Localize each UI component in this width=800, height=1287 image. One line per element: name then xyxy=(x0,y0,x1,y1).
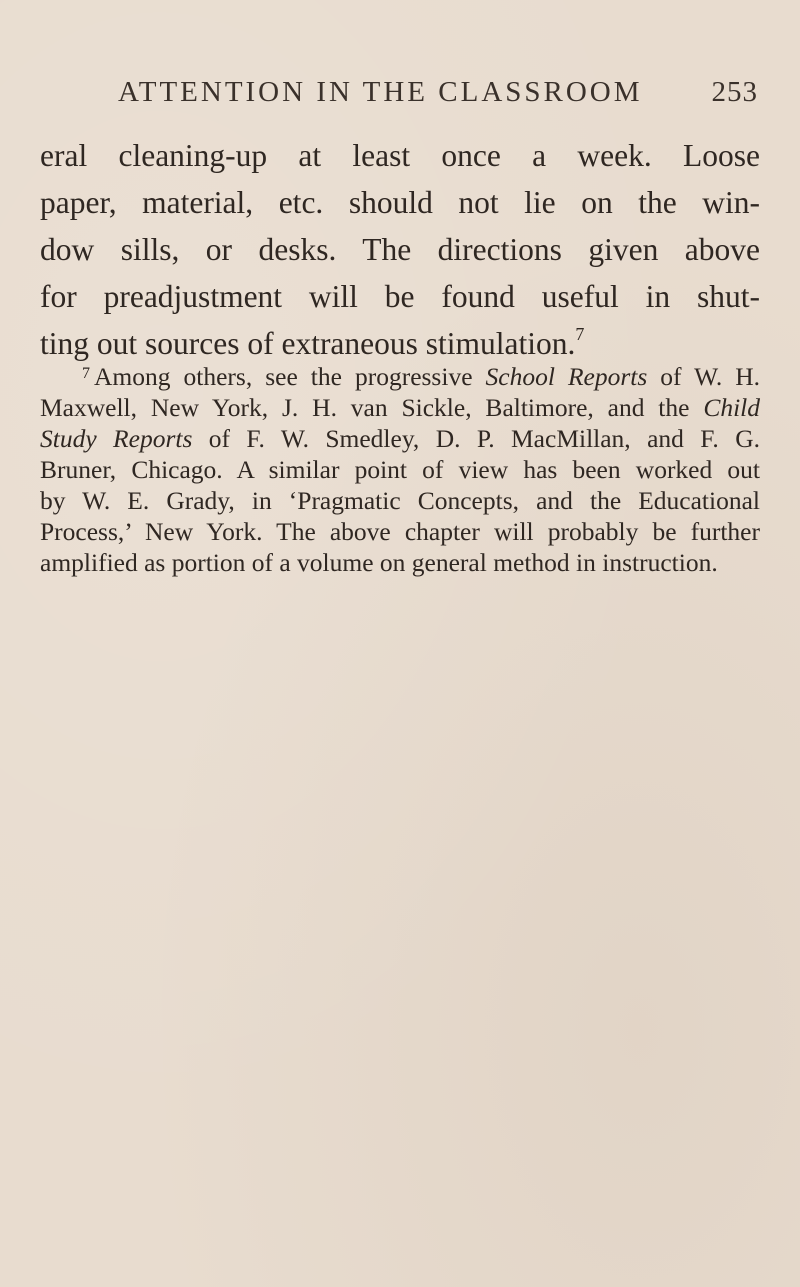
footnote-line xyxy=(40,361,760,392)
footnote-reference: 7 xyxy=(575,324,585,344)
footnote-line: amplified as portion of a volume on general method in instruction. xyxy=(40,548,718,577)
body-paragraph xyxy=(40,132,760,367)
footnote-text: Maxwell, New York, J. H. van Sickle, Baltimore, and the xyxy=(40,393,704,422)
body-line: eral cleaning-up at least once a week. Loose xyxy=(40,138,760,173)
footnote-line: by W. E. Grady, in ‘Pragmatic Concepts, and the Educational xyxy=(40,486,760,515)
page-number: 253 xyxy=(711,76,758,108)
body-line: dow sills, or desks. The directions given above xyxy=(40,232,760,267)
footnote-text: of W. H. xyxy=(647,362,760,391)
footnote xyxy=(40,361,760,578)
footnote-italic-title: School Reports xyxy=(485,362,648,391)
footnote-line: Process,’ New York. The above chapter will probably be further xyxy=(40,517,760,546)
body-line: for preadjustment will be found useful in shut- xyxy=(40,279,760,314)
footnote-italic-title: Child xyxy=(703,393,760,422)
running-head-title: ATTENTION IN THE CLASSROOM xyxy=(118,76,643,108)
running-head xyxy=(118,76,758,109)
footnote-italic-title: Study Reports xyxy=(40,424,193,453)
footnote-text: Among others, see the progressive xyxy=(94,362,486,391)
footnote-line: Bruner, Chicago. A similar point of view has been worked out xyxy=(40,455,760,484)
footnote-text: of F. W. Smedley, D. P. MacMillan, and F. G. xyxy=(192,424,760,453)
footnote-line xyxy=(40,392,760,423)
body-line: paper, material, etc. should not lie on the win- xyxy=(40,185,760,220)
body-line xyxy=(40,320,760,367)
body-line-text: ting out sources of extraneous stimulation. xyxy=(40,326,576,361)
footnote-line xyxy=(40,423,760,454)
footnote-marker: 7 xyxy=(82,365,90,382)
